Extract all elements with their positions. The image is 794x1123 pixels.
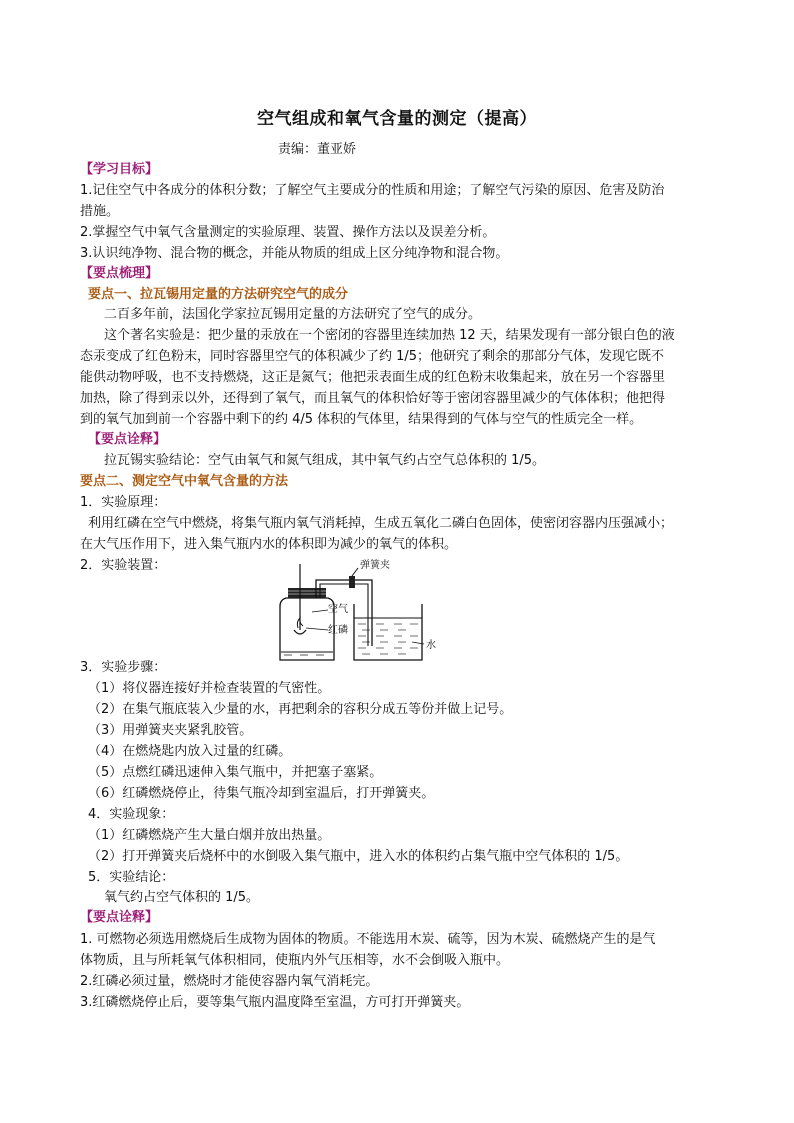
point2-title: 要点二、测定空气中氧气含量的方法 (80, 474, 289, 489)
label-air: 空气 (328, 604, 348, 615)
explain-heading: 【要点诠释】 (88, 432, 167, 447)
steps-heading: 3．实验步骤： (80, 660, 167, 675)
phenomenon-item: （2）打开弹簧夹后烧杯中的水倒吸入集气瓶中，进入水的体积约占集气瓶中空气体积的 1/5。 (88, 849, 629, 864)
outline-heading: 【要点梳理】 (80, 266, 159, 281)
objective-line: 3.认识纯净物、混合物的概念，并能从物质的组成上区分纯净物和混合物。 (80, 246, 509, 261)
label-clamp: 弹簧夹 (360, 560, 390, 571)
phenomenon-item: （1）红磷燃烧产生大量白烟并放出热量。 (88, 828, 331, 843)
conclusion-heading: 5．实验结论： (88, 870, 175, 885)
principle-line: 利用红磷在空气中燃烧，将集气瓶内氧气消耗掉，生成五氧化二磷白色固体，使密闭容器内压强减小； (88, 516, 674, 531)
point1-line: 加热，除了得到汞以外，还得到了氧气，而且氧气的体积恰好等于密闭容器里减少的气体体积；他把得 (80, 391, 666, 406)
objective-line: 1.记住空气中各成分的体积分数；了解空气主要成分的性质和用途；了解空气污染的原因、危害及防治 (80, 183, 665, 198)
conclusion-text: 氧气约占空气体积的 1/5。 (104, 890, 260, 905)
objective-line: 措施。 (80, 204, 120, 219)
point1-line: 态汞变成了红色粉末，同时容器里空气的体积减少了约 1/5；他研究了剩余的那部分气体，发现它既不 (80, 349, 665, 364)
explain2-heading: 【要点诠释】 (80, 910, 159, 925)
explain2-item: 3.红磷燃烧停止后，要等集气瓶内温度降至室温，方可打开弹簧夹。 (80, 995, 470, 1010)
apparatus-diagram (272, 558, 446, 668)
point1-line: 能供动物呼吸，也不支持燃烧，这正是氮气；他把汞表面生成的红色粉末收集起来，放在另一个容器里 (80, 370, 666, 385)
objective-line: 2.掌握空气中氧气含量测定的实验原理、装置、操作方法以及误差分析。 (80, 225, 496, 240)
principle-heading: 1．实验原理： (80, 495, 167, 510)
label-phosphorus: 红磷 (328, 625, 348, 636)
step-item: （1）将仪器连接好并检查装置的气密性。 (88, 681, 331, 696)
explain2-item: 体物质，且与所耗氧气体积相同，使瓶内外气压相等，水不会倒吸入瓶中。 (80, 953, 510, 968)
point1-title: 要点一、拉瓦锡用定量的方法研究空气的成分 (88, 287, 349, 302)
editor-credit: 责编：董亚娇 (278, 142, 357, 157)
page-title: 空气组成和氧气含量的测定（提高） (257, 109, 537, 129)
explain-text: 拉瓦锡实验结论：空气由氧气和氮气组成，其中氧气约占空气总体积的 1/5。 (104, 453, 546, 468)
explain2-item: 2.红磷必须过量，燃烧时才能使容器内氧气消耗完。 (80, 974, 379, 989)
point1-line: 到的氧气加到前一个容器中剩下的约 4/5 体积的气体里，结果得到的气体与空气的性质完全一样。 (80, 412, 643, 427)
point1-line: 这个著名实验是：把少量的汞放在一个密闭的容器里连续加热 12 天，结果发现有一部分银白色的液 (104, 328, 675, 343)
step-item: （4）在燃烧匙内放入过量的红磷。 (88, 744, 292, 759)
step-item: （5）点燃红磷迅速伸入集气瓶中，并把塞子塞紧。 (88, 765, 383, 780)
phenomena-heading: 4．实验现象： (88, 807, 175, 822)
principle-line: 在大气压作用下，进入集气瓶内水的体积即为减少的氧气的体积。 (80, 537, 458, 552)
explain2-item: 1. 可燃物必须选用燃烧后生成物为固体的物质。不能选用木炭、硫等，因为木炭、硫燃烧产生的是气 (80, 932, 656, 947)
point1-line: 二百多年前，法国化学家拉瓦锡用定量的方法研究了空气的成分。 (104, 307, 482, 322)
step-item: （6）红磷燃烧停止，待集气瓶冷却到室温后，打开弹簧夹。 (88, 786, 435, 801)
apparatus-heading: 2．实验装置： (80, 558, 167, 573)
objectives-heading: 【学习目标】 (80, 162, 159, 177)
step-item: （3）用弹簧夹夹紧乳胶管。 (88, 723, 253, 738)
label-water: 水 (426, 640, 436, 651)
step-item: （2）在集气瓶底装入少量的水，再把剩余的容积分成五等份并做上记号。 (88, 702, 513, 717)
